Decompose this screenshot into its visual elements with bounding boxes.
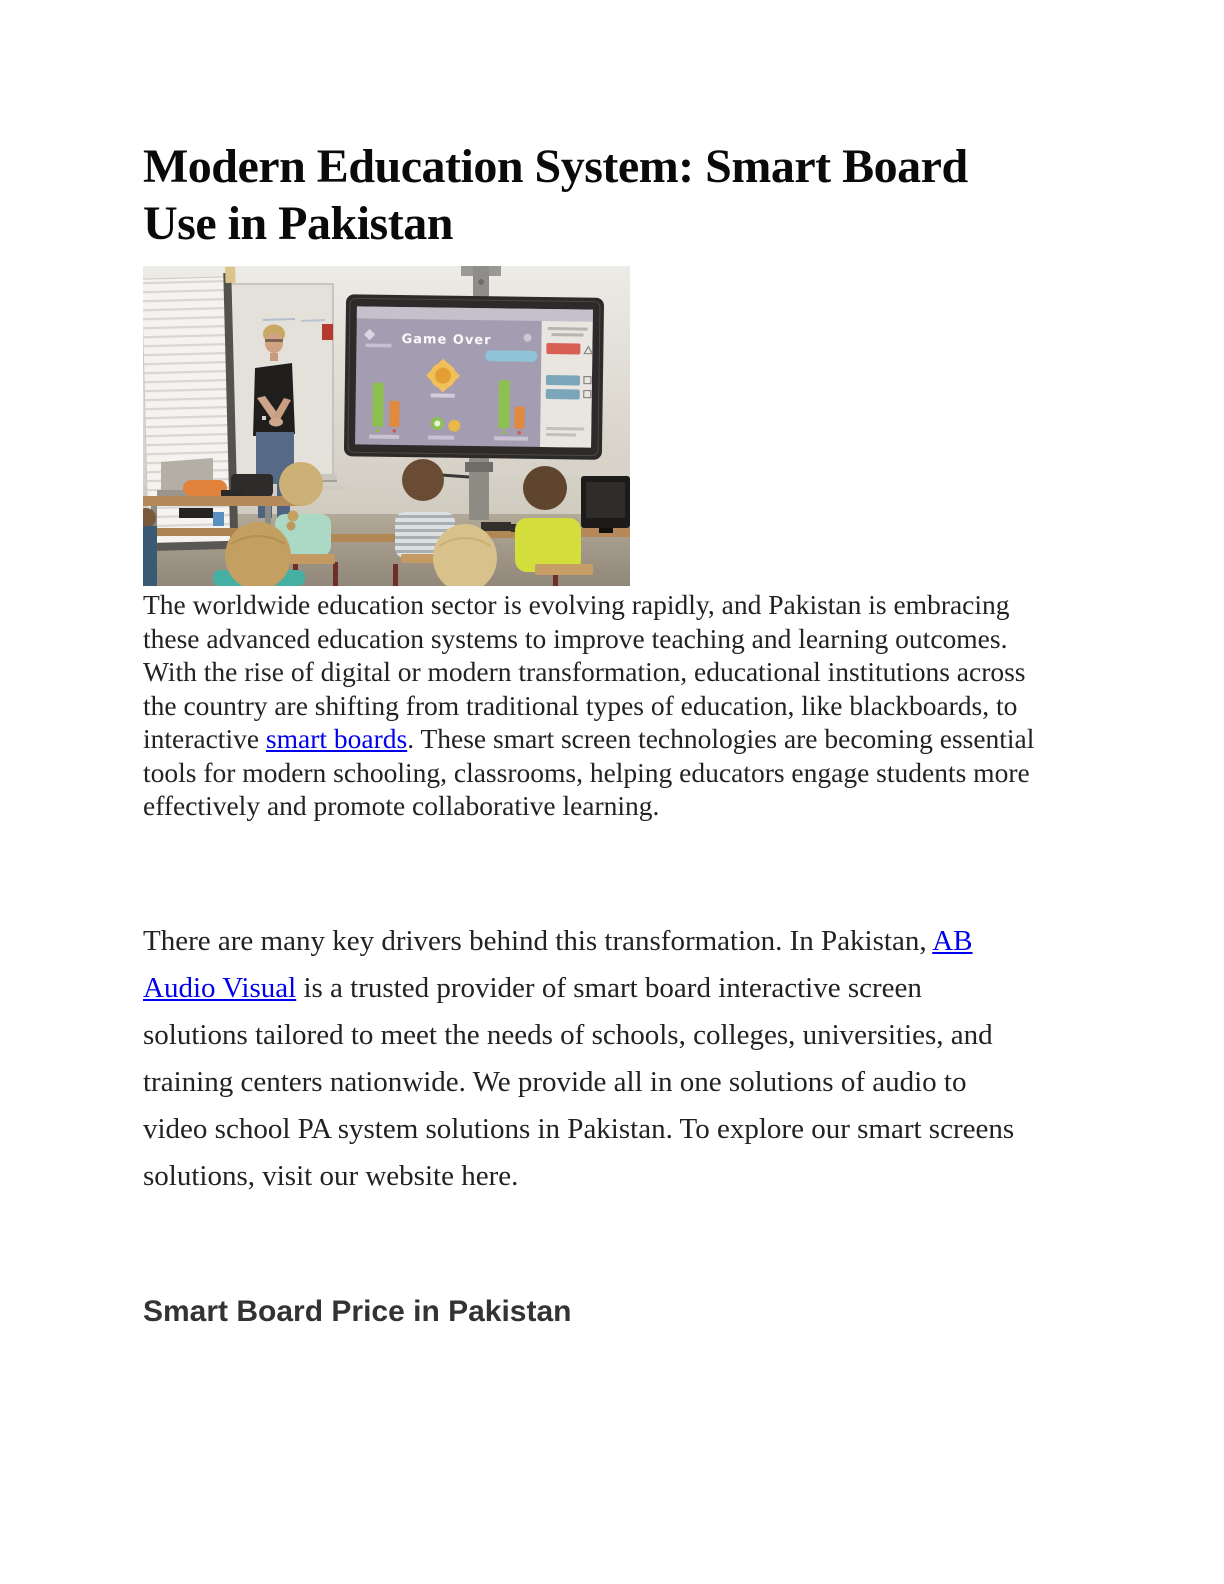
- smart-board: [344, 294, 604, 460]
- screen-summary-button: [485, 350, 537, 362]
- fire-alarm: [322, 324, 333, 340]
- section-heading: Smart Board Price in Pakistan: [143, 1295, 572, 1328]
- ab-audio-visual-link[interactable]: AB Audio Visual: [143, 925, 973, 1004]
- classroom-scene: [143, 266, 630, 586]
- provider-text-before: There are many key drivers behind this transformation. In Pakistan,: [143, 925, 933, 957]
- intro-text-after: . These smart screen technologies are becoming essential tools for modern schooling, classrooms, helping educators engage students more effectively and promote collaborative learning.: [143, 723, 1035, 821]
- game-over-title: Game Over: [401, 331, 492, 349]
- classroom-photo: [143, 266, 630, 586]
- paragraph-provider: [143, 918, 1033, 1200]
- computer-monitor: [581, 476, 630, 533]
- blue-cup: [213, 512, 224, 526]
- teacher-glasses: [265, 339, 283, 342]
- page-title: Modern Education System: Smart Board Use in Pakistan: [143, 140, 968, 250]
- smart-boards-link[interactable]: smart boards: [265, 723, 408, 754]
- intro-text-before: The worldwide education sector is evolving rapidly, and Pakistan is embracing these advanced education systems to improve teaching and learning outcomes. With the rise of digital or modern transformation, educational institutions across the country are shifting from traditional types of education, like blackboards, to interactive: [143, 589, 1026, 754]
- paragraph-intro: [143, 588, 1043, 823]
- provider-text-after: is a trusted provider of smart board interactive screen solutions tailored to meet the needs of schools, colleges, universities, and training centers nationwide. We provide all in one solutions of audio to video school PA system solutions in Pakistan. To explore our smart screens solutions, visit our website here.: [143, 972, 1015, 1192]
- pencil-case-orange: [183, 480, 227, 496]
